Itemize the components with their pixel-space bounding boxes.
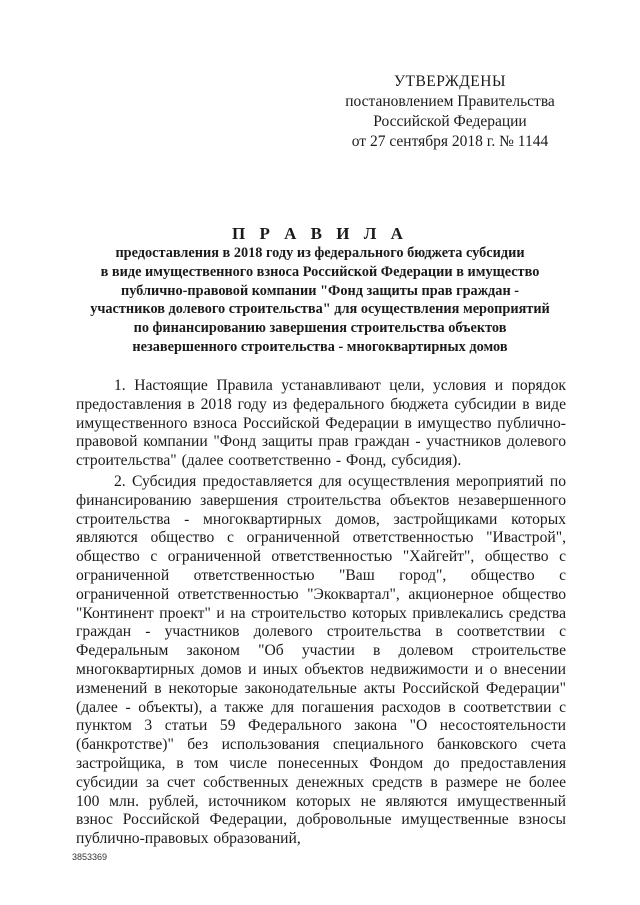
- subtitle-line: предоставления в 2018 году из федерального бюджета субсидии: [115, 245, 525, 261]
- subtitle-line: незавершенного строительства - многоквартирных домов: [132, 338, 508, 355]
- approval-title: УТВЕРЖДЕНЫ: [394, 73, 506, 90]
- subtitle-line: в виде имущественного взноса Российской Федерации в имущество: [100, 263, 540, 280]
- document-code: 3853369: [72, 852, 108, 862]
- approval-line-1: постановлением Правительства: [345, 93, 555, 110]
- subtitle-line: публично-правовой компании "Фонд защиты прав граждан -: [120, 282, 520, 299]
- document-body: [76, 377, 566, 851]
- document-title: П Р А В И Л А: [232, 224, 408, 243]
- subtitle-line: участников долевого строительства" для осуществления мероприятий: [90, 301, 550, 318]
- document-subtitle: [80, 244, 560, 357]
- paragraph-2: 2. Субсидия предоставляется для осуществления мероприятий по финансированию завершения строительства объектов незавершенного строительства - многоквартирных домов, застройщиками которых являются общество с ограниченной ответственностью "Ивастрой", общество с ограниченной ответственностью "Хайгейт", общество с ограниченной ответственностью "Ваш город", общество с ограниченной ответственностью "Экоквартал", акционерное общество "Континент проект" и на строительство которых привлекались средства граждан - участников долевого строительства в соответствии с Федеральным законом "Об участии в долевом строительстве многоквартирных домов и иных объектов недвижимости и о внесении изменений в некоторые законодательные акты Российской Федерации" (далее - объекты), а также для погашения расходов в соответствии с пунктом 3 статьи 59 Федерального закона "О несостоятельности (банкротстве)" без использования специального банковского счета застройщика, в том числе понесенных Фондом до предоставления субсидии за счет собственных денежных средств в размере не более 100 млн. рублей, источником которых не являются имущественный взнос Российской Федерации, добровольные имущественные взносы публично-правовых образований,: [76, 472, 566, 848]
- approval-line-3: от 27 сентября 2018 г. № 1144: [351, 133, 549, 150]
- paragraph-1: 1. Настоящие Правила устанавливают цели, условия и порядок предоставления в 2018 году из федерального бюджета субсидии в виде имущественного взноса Российской Федерации в имущество публично-правовой компании "Фонд защиты прав граждан - участников долевого строительства" (далее соответственно - Фонд, субсидия).: [76, 377, 566, 470]
- approval-line-2: Российской Федерации: [373, 113, 527, 130]
- subtitle-line: по финансированию завершения строительства объектов: [133, 320, 507, 337]
- approval-block: [330, 72, 570, 152]
